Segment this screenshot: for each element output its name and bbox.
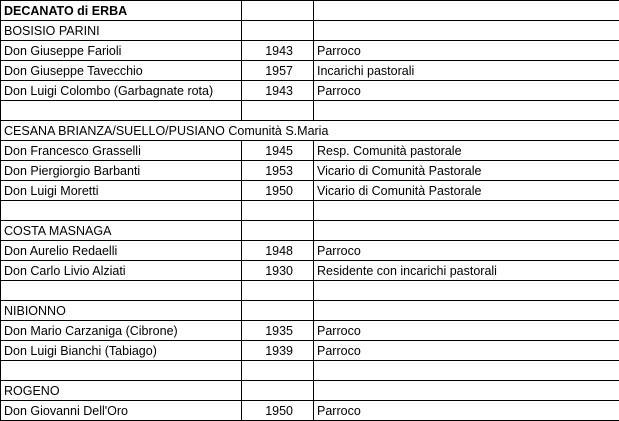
- priest-role[interactable]: Parroco: [314, 41, 619, 61]
- table-row: [1, 201, 619, 221]
- priest-role[interactable]: Parroco: [314, 321, 619, 341]
- table-row: [1, 381, 619, 401]
- table-row: [1, 141, 619, 161]
- priest-role[interactable]: Parroco: [314, 401, 619, 421]
- birth-year[interactable]: 1945: [242, 141, 314, 161]
- priest-role[interactable]: Vicario di Comunità Pastorale: [314, 161, 619, 181]
- table-row: [1, 121, 619, 141]
- table-row: [1, 321, 619, 341]
- priest-name[interactable]: Don Piergiorgio Barbanti: [1, 161, 242, 181]
- birth-year[interactable]: 1948: [242, 241, 314, 261]
- priest-name[interactable]: Don Carlo Livio Alziati: [1, 261, 242, 281]
- empty-cell[interactable]: [242, 301, 314, 321]
- table-row: [1, 41, 619, 61]
- parish-header[interactable]: COSTA MASNAGA: [1, 221, 242, 241]
- empty-cell[interactable]: [242, 21, 314, 41]
- table-row: [1, 241, 619, 261]
- priest-role[interactable]: Resp. Comunità pastorale: [314, 141, 619, 161]
- priest-name[interactable]: Don Giovanni Dell'Oro: [1, 401, 242, 421]
- priest-role[interactable]: Vicario di Comunità Pastorale: [314, 181, 619, 201]
- empty-cell[interactable]: [242, 281, 314, 301]
- empty-cell[interactable]: [314, 121, 619, 141]
- empty-cell[interactable]: [1, 361, 242, 381]
- priest-name[interactable]: Don Giuseppe Tavecchio: [1, 61, 242, 81]
- empty-cell[interactable]: [314, 301, 619, 321]
- empty-cell[interactable]: [314, 1, 619, 21]
- table-row: [1, 281, 619, 301]
- priest-role[interactable]: Incarichi pastorali: [314, 61, 619, 81]
- priest-name[interactable]: Don Mario Carzaniga (Cibrone): [1, 321, 242, 341]
- empty-cell[interactable]: [242, 361, 314, 381]
- birth-year[interactable]: 1935: [242, 321, 314, 341]
- empty-cell[interactable]: [242, 101, 314, 121]
- priest-name[interactable]: Don Francesco Grasselli: [1, 141, 242, 161]
- birth-year[interactable]: 1939: [242, 341, 314, 361]
- priest-role[interactable]: Parroco: [314, 241, 619, 261]
- priest-name[interactable]: Don Luigi Colombo (Garbagnate rota): [1, 81, 242, 101]
- table-row: [1, 1, 619, 21]
- table-row: [1, 341, 619, 361]
- parish-header[interactable]: NIBIONNO: [1, 301, 242, 321]
- empty-cell[interactable]: [242, 201, 314, 221]
- table-row: [1, 21, 619, 41]
- priest-name[interactable]: Don Aurelio Redaelli: [1, 241, 242, 261]
- empty-cell[interactable]: [314, 381, 619, 401]
- empty-cell[interactable]: [314, 221, 619, 241]
- empty-cell[interactable]: [1, 281, 242, 301]
- parish-header[interactable]: ROGENO: [1, 381, 242, 401]
- birth-year[interactable]: 1930: [242, 261, 314, 281]
- priest-role[interactable]: Parroco: [314, 341, 619, 361]
- birth-year[interactable]: 1950: [242, 181, 314, 201]
- table-row: [1, 301, 619, 321]
- parish-header[interactable]: BOSISIO PARINI: [1, 21, 242, 41]
- empty-cell[interactable]: [242, 221, 314, 241]
- table-row: [1, 261, 619, 281]
- empty-cell[interactable]: [314, 361, 619, 381]
- priest-name[interactable]: Don Luigi Bianchi (Tabiago): [1, 341, 242, 361]
- birth-year[interactable]: 1950: [242, 401, 314, 421]
- table-row: [1, 101, 619, 121]
- birth-year[interactable]: 1943: [242, 81, 314, 101]
- priest-role[interactable]: Parroco: [314, 81, 619, 101]
- priest-name[interactable]: Don Luigi Moretti: [1, 181, 242, 201]
- empty-cell[interactable]: [242, 381, 314, 401]
- empty-cell[interactable]: [1, 201, 242, 221]
- deanery-title[interactable]: DECANATO di ERBA: [1, 1, 242, 21]
- parish-header[interactable]: CESANA BRIANZA/SUELLO/PUSIANO Comunità S.Maria: [1, 121, 242, 141]
- priest-role[interactable]: Residente con incarichi pastorali: [314, 261, 619, 281]
- table-row: [1, 161, 619, 181]
- table-row: [1, 401, 619, 421]
- empty-cell[interactable]: [314, 101, 619, 121]
- table-row: [1, 61, 619, 81]
- birth-year[interactable]: 1943: [242, 41, 314, 61]
- birth-year[interactable]: 1957: [242, 61, 314, 81]
- empty-cell[interactable]: [314, 201, 619, 221]
- empty-cell[interactable]: [314, 21, 619, 41]
- priest-name[interactable]: Don Giuseppe Farioli: [1, 41, 242, 61]
- table-row: [1, 81, 619, 101]
- birth-year[interactable]: 1953: [242, 161, 314, 181]
- table-row: [1, 181, 619, 201]
- empty-cell[interactable]: [242, 1, 314, 21]
- empty-cell[interactable]: [314, 281, 619, 301]
- table-row: [1, 361, 619, 381]
- empty-cell[interactable]: [1, 101, 242, 121]
- table-row: [1, 221, 619, 241]
